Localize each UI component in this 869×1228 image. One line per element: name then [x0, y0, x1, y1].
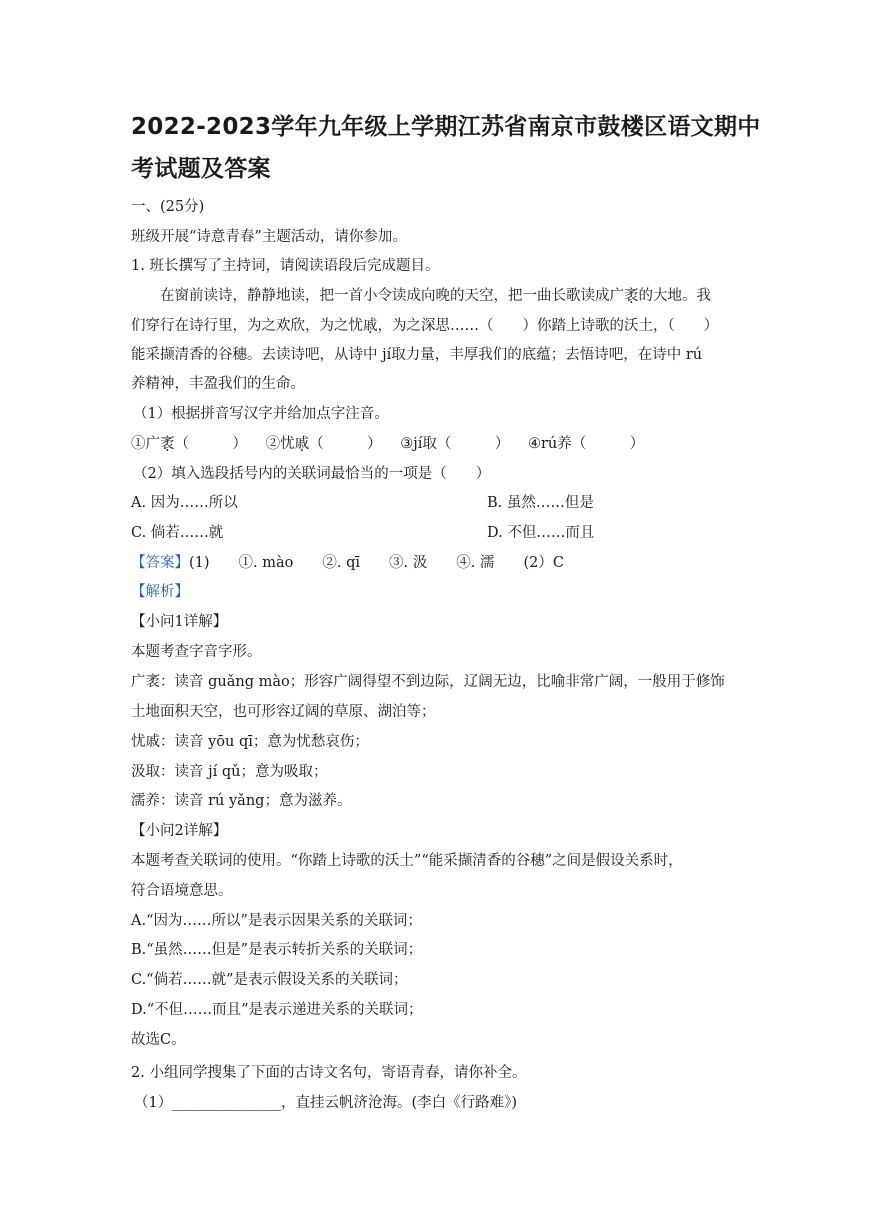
analysis-text-line: 本题考查字音字形。	[131, 644, 262, 660]
sub-question-1-items	[131, 435, 644, 453]
question-1-stem: 1. 班长撰写了主持词，请阅读语段后完成题目。	[131, 258, 440, 274]
option-a: A. 因为……所以	[131, 495, 238, 511]
analysis-label: 【解析】	[131, 584, 189, 600]
passage-line-3: 能采撷清香的谷穗。去读诗吧，从诗中 jí取力量，丰厚我们的底蕴；去悟诗吧，在诗中 rú	[131, 347, 703, 363]
analysis-text-line: 濡养：读音 rú yǎng；意为滋养。	[131, 793, 352, 809]
sub2-detail-heading: 【小问2详解】	[131, 823, 228, 839]
question-2-item-1: （1）_______________，直挂云帆济沧海。(李白《行路难》)	[134, 1095, 518, 1111]
answer-label: 【答案】	[131, 555, 189, 571]
analysis-text-line: 汲取：读音 jí qǔ；意为吸取；	[131, 764, 328, 780]
analysis-text-line: 土地面积天空，也可形容辽阔的草原、湖泊等；	[131, 704, 436, 720]
page-title-line-2: 考试题及答案	[131, 156, 271, 182]
sub1-detail-heading: 【小问1详解】	[131, 614, 228, 630]
dotted-char: 袤	[624, 288, 639, 304]
option-d: D. 不但……而且	[487, 525, 595, 541]
analysis-text-line: C.“倘若……就”是表示假设关系的关联词；	[131, 972, 408, 988]
section-heading: 一、(25分)	[131, 199, 205, 215]
analysis-text-line: 广袤：读音 guǎng mào；形容广阔得望不到边际，辽阔无边，比喻非常广阔，一般用于修饰	[131, 674, 725, 690]
question-2-stem: 2. 小组同学搜集了下面的古诗文名句，寄语青春，请你补全。	[131, 1065, 527, 1081]
item-3: ③jí取（ ）	[400, 436, 510, 452]
analysis-text-line: B.“虽然……但是”是表示转折关系的关联词；	[131, 942, 423, 958]
item-2: ②忧戚（ ）	[265, 436, 382, 452]
item-4: ④rú养（ ）	[527, 436, 645, 452]
sub-question-1-prompt: （1）根据拼音写汉字并给加点字注音。	[133, 406, 389, 422]
passage-line-2: 们穿行在诗行里，为之欢欣，为之忧戚，为之深思……（ ）你踏上诗歌的沃土，（ ）	[131, 318, 719, 334]
passage-line-4: 养精神，丰盈我们的生命。	[131, 376, 305, 392]
analysis-text-line: A.“因为……所以”是表示因果关系的关联词；	[131, 913, 422, 929]
analysis-text-line: 本题考查关联词的使用。“你踏上诗歌的沃土”“能采撷清香的谷穗”之间是假设关系时，	[131, 853, 683, 869]
option-b: B. 虽然……但是	[487, 495, 594, 511]
sub-question-2-prompt: （2）填入选段括号内的关联词最恰当的一项是（ ）	[133, 466, 491, 482]
analysis-text-line: 符合语境意思。	[131, 883, 233, 899]
answer-text: (1) ①. mào ②. qī ③. 汲 ④. 濡 (2）C	[189, 555, 564, 571]
option-c: C. 倘若……就	[131, 525, 224, 541]
section-intro: 班级开展“诗意青春”主题活动，请你参加。	[131, 229, 407, 245]
page-title-line-1: 2022-2023学年九年级上学期江苏省南京市鼓楼区语文期中	[131, 114, 761, 140]
analysis-text-line: 故选C。	[131, 1032, 186, 1048]
dotted-char: 戚	[363, 318, 378, 334]
passage-line-1: 在窗前读诗，静静地读，把一首小令读成向晚的天空，把一曲长歌读成广袤的大地。我	[160, 288, 711, 304]
answer-line	[131, 554, 564, 572]
item-1: ①广袤（ ）	[131, 436, 247, 452]
analysis-text-line: 忧戚：读音 yōu qī；意为忧愁哀伤；	[131, 734, 369, 750]
analysis-text-line: D.“不但……而且”是表示递进关系的关联词；	[131, 1002, 423, 1018]
